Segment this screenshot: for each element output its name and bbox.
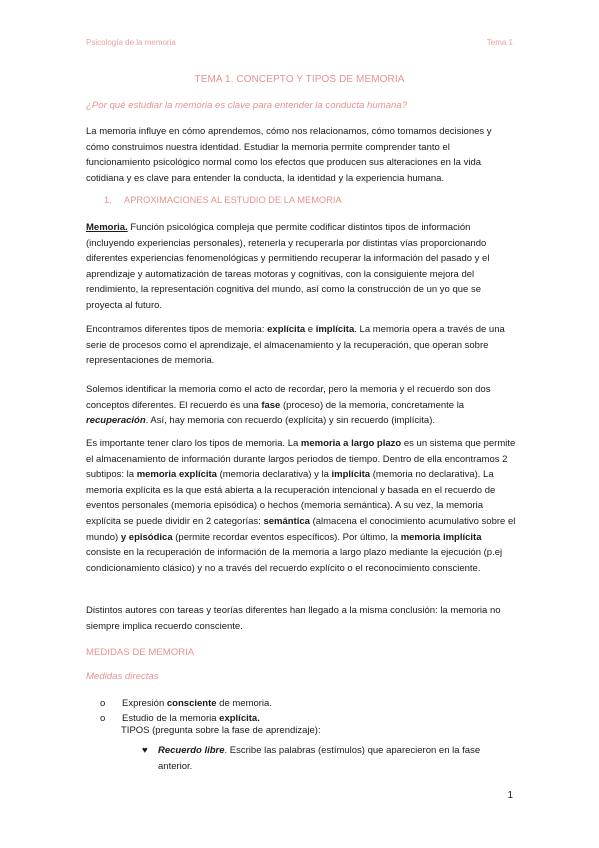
- recordar-paragraph: Solemos identificar la memoria como el acto de recordar, pero la memoria y el recuerdo son dos conceptos diferentes. El recuerdo es una fase (proceso) de la memoria, concretamente la recuperación. Así, hay memoria con recuerdo (explícita) y sin recuerdo (implícita).: [86, 384, 491, 427]
- medidas-directas-subheading: Medidas directas: [86, 671, 159, 682]
- bullet-circle-icon: o: [100, 698, 106, 709]
- tipos-line: TIPOS (pregunta sobre la fase de aprendizaje):: [121, 725, 321, 736]
- memoria-definition-paragraph: Memoria. Función psicológica compleja que permite codificar distintos tipos de información (incluyendo experiencias personales), retenerla y recuperarla por distintas vías proporcionando diferentes experiencias fenomenológicas y permitiendo recuperar la información del pasado y el aprendizaje y automatización de tareas motoras y cognitivas, con la consiguiente mejora del rendimiento, la representación cognitiva del mundo, así como la construcción de un yo que se proyecta al futuro.: [86, 222, 490, 311]
- running-header-left: Psicología de la memoria: [86, 38, 176, 47]
- medidas-heading: MEDIDAS DE MEMORIA: [86, 647, 195, 658]
- tipos-paragraph: Encontramos diferentes tipos de memoria: explícita e implícita. La memoria opera a través de una serie de procesos como el aprendizaje, el almacenamiento y la recuperación, que operan sobre representaciones de memoria.: [86, 324, 505, 367]
- bullet-circle-icon: o: [100, 713, 106, 724]
- list-item: ♥ Recuerdo libre. Escribe las palabras (estímulos) que aparecieron en la fase anterior.: [142, 745, 481, 772]
- list-item: o Estudio de la memoria explícita.: [100, 713, 260, 724]
- section-heading-1: [104, 195, 342, 205]
- list-item: o Expresión consciente de memoria.: [100, 698, 272, 709]
- page-number: 1: [507, 790, 513, 801]
- intro-paragraph: La memoria influye en cómo aprendemos, cómo nos relacionamos, cómo tomamos decisiones y cómo construimos nuestra identidad. Estudiar la memoria permite comprender tanto el funcionamiento psicológico normal como los efectos que producen sus alteraciones en la vida cotidiana y es clave para entender la conducta, la identidad y la experiencia humana.: [86, 126, 492, 184]
- autores-paragraph: Distintos autores con tareas y teorías diferentes han llegado a la misma conclusión: la memoria no siempre implica recuerdo consciente.: [86, 605, 501, 632]
- document-title: TEMA 1. CONCEPTO Y TIPOS DE MEMORIA: [194, 74, 405, 85]
- running-header-right: Tema 1: [486, 38, 513, 47]
- largo-plazo-paragraph: Es importante tener claro los tipos de memoria. La memoria a largo plazo es un sistema que permite el almacenamiento de información durante largos periodos de tiempo. Dentro de ella encontramos 2 subtipos: la memoria explícita (memoria declarativa) y la implícita (memoria no declarativa). La memoria explícita es la que está abierta a la recuperación intencional y basada en el recuerdo de eventos personales (memoria episódica) o hechos (memoria semántica). A su vez, la memoria explícita se puede dividir en 2 categorías: semántica (almacena el conocimiento acumulativo sobre el mundo) y episódica (permite recordar eventos específicos). Por último, la memoria implícita consiste en la recuperación de información de la memoria a largo plazo mediante la ejecución (p.ej condicionamiento clásico) y no a través del recuerdo explícito o el reconocimiento consciente.: [86, 438, 516, 574]
- guiding-question: ¿Por qué estudiar la memoria es clave para entender la conducta humana?: [86, 100, 408, 111]
- heart-bullet-icon: ♥: [142, 745, 148, 756]
- section-title: APROXIMACIONES AL ESTUDIO DE LA MEMORIA: [124, 195, 342, 205]
- section-number: 1.: [104, 195, 112, 205]
- term-memoria: Memoria.: [86, 222, 128, 233]
